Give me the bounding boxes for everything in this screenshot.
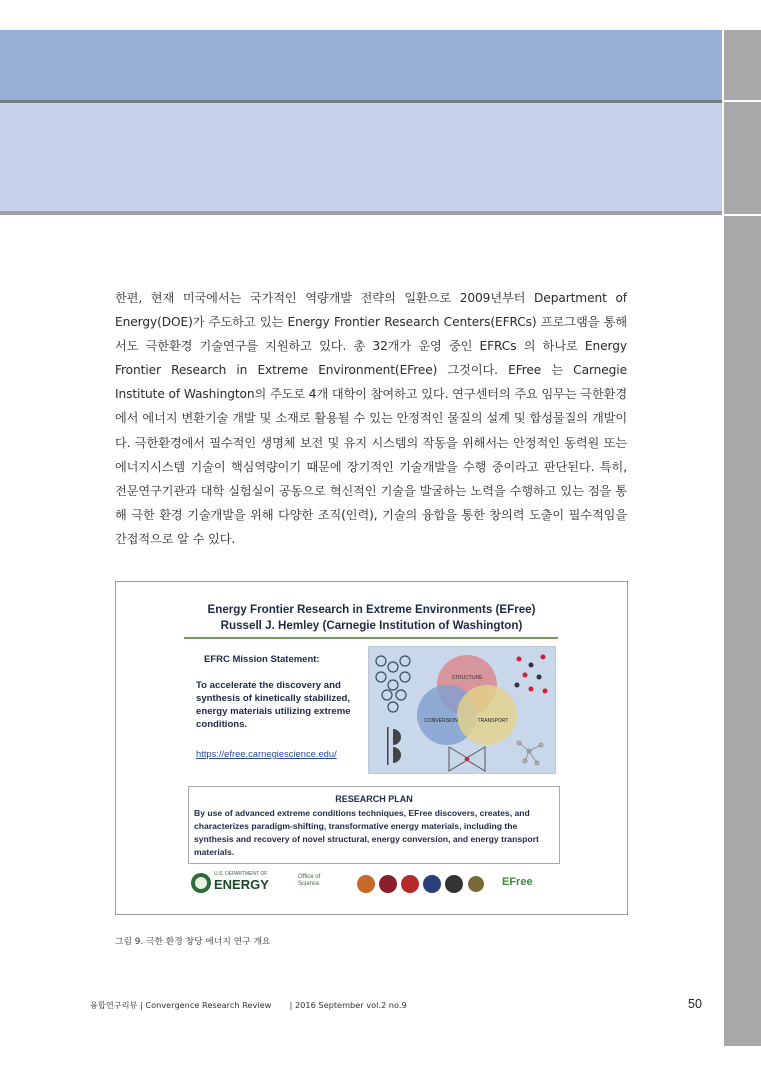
journal-name: 융합연구리뷰 | Convergence Research Review	[90, 1000, 272, 1010]
figure-caption: 그림 9. 극한 환경 창당 에너지 연구 개요	[115, 937, 271, 947]
figure-title-line1: Energy Frontier Research in Extreme Environments (EFree)	[207, 603, 536, 616]
mission-heading: EFRC Mission Statement:	[204, 654, 320, 665]
side-tab-divider	[724, 214, 761, 216]
header-band-light	[0, 103, 722, 211]
figure-panel	[115, 581, 628, 915]
lens-icon	[387, 727, 401, 765]
doe-energy-logo: ENERGY	[214, 877, 269, 892]
venn-diagram-graphic	[369, 647, 555, 773]
venn-label-conversion: CONVERSION	[424, 718, 458, 724]
side-tab-divider	[724, 100, 761, 102]
molecular-lattice-icon	[376, 656, 410, 712]
venn-label-transport: TRANSPORT	[477, 718, 509, 724]
research-plan-heading: RESEARCH PLAN	[335, 794, 413, 804]
header-band-top	[0, 30, 722, 100]
efree-logo: EFree	[502, 876, 533, 888]
network-structure-icon	[517, 741, 543, 765]
office-of-science-logo: Office of Science	[298, 874, 321, 887]
research-plan-text: By use of advanced extreme conditions techniques, EFree discovers, creates, and characterizes paradigm-shifting, transformative energy materials, including the synthesis and recovery of novel structural, energy conversion, and energy transport materials.	[194, 808, 539, 857]
side-tab-bar	[724, 30, 761, 1046]
doe-seal-icon	[190, 872, 212, 894]
mission-text: To accelerate the discovery and synthesis of kinetically stabilized, energy materials utilizing extreme conditions.	[196, 680, 351, 730]
figure-title	[116, 602, 627, 634]
university-seals-icon	[356, 872, 486, 896]
page-footer	[90, 1000, 407, 1011]
issue-info: | 2016 September vol.2 no.9	[289, 1000, 407, 1010]
page-number: 50	[688, 997, 702, 1011]
venn-diagram	[368, 646, 556, 774]
header-divider-bottom	[0, 211, 722, 215]
crystal-structure-icon	[515, 655, 548, 694]
figure-title-line2: Russell J. Hemley (Carnegie Institution of Washington)	[220, 619, 523, 632]
body-paragraph: 한편, 현재 미국에서는 국가적인 역량개발 전략의 일환으로 2009년부터 Department of Energy(DOE)가 주도하고 있는 Energy Frontier Research Centers(EFRCs) 프로그램을 통해서도 극한환경 기술연구를 지원하고 있다. 총 32개가 운영 중인 EFRCs 의 하나로 Energy Frontier Research in Extreme Environment(EFree) 그것이다. EFree 는 Carnegie Institute of Washington의 주도로 4개 대학이 참여하고 있다. 연구센터의 주요 임무는 극한환경에서 에너지 변환기술 개발 및 소재로 활용될 수 있는 안정적인 물질의 설계 및 합성물질의 개발이다. 극한환경에서 필수적인 생명체 보전 및 유지 시스템의 작동을 위해서는 안정적인 동력원 또는 에너지시스템 기술이 핵심역량이기 때문에 장기적인 기술개발을 수행 중이라고 판단된다. 특히, 전문연구기관과 대학 실험실이 공동으로 혁신적인 기술을 발굴하는 노력을 수행하고 있는 점을 통해 극한 환경 기술개발을 위해 다양한 조직(인력), 기술의 융합을 통한 창의력 도출이 필수적임을 간접적으로 알 수 있다.	[115, 291, 627, 546]
sample-point	[465, 757, 469, 761]
research-plan-box	[188, 786, 560, 864]
figure-title-rule	[184, 637, 558, 639]
venn-circle-transport	[457, 685, 517, 745]
doe-logo-small-text: U.S. DEPARTMENT OF	[214, 871, 268, 877]
venn-label-structure: STRUCTURE	[451, 675, 483, 681]
sponsor-logos	[188, 868, 558, 898]
efree-url-link[interactable]: https://efree.carnegiescience.edu/	[196, 748, 337, 759]
